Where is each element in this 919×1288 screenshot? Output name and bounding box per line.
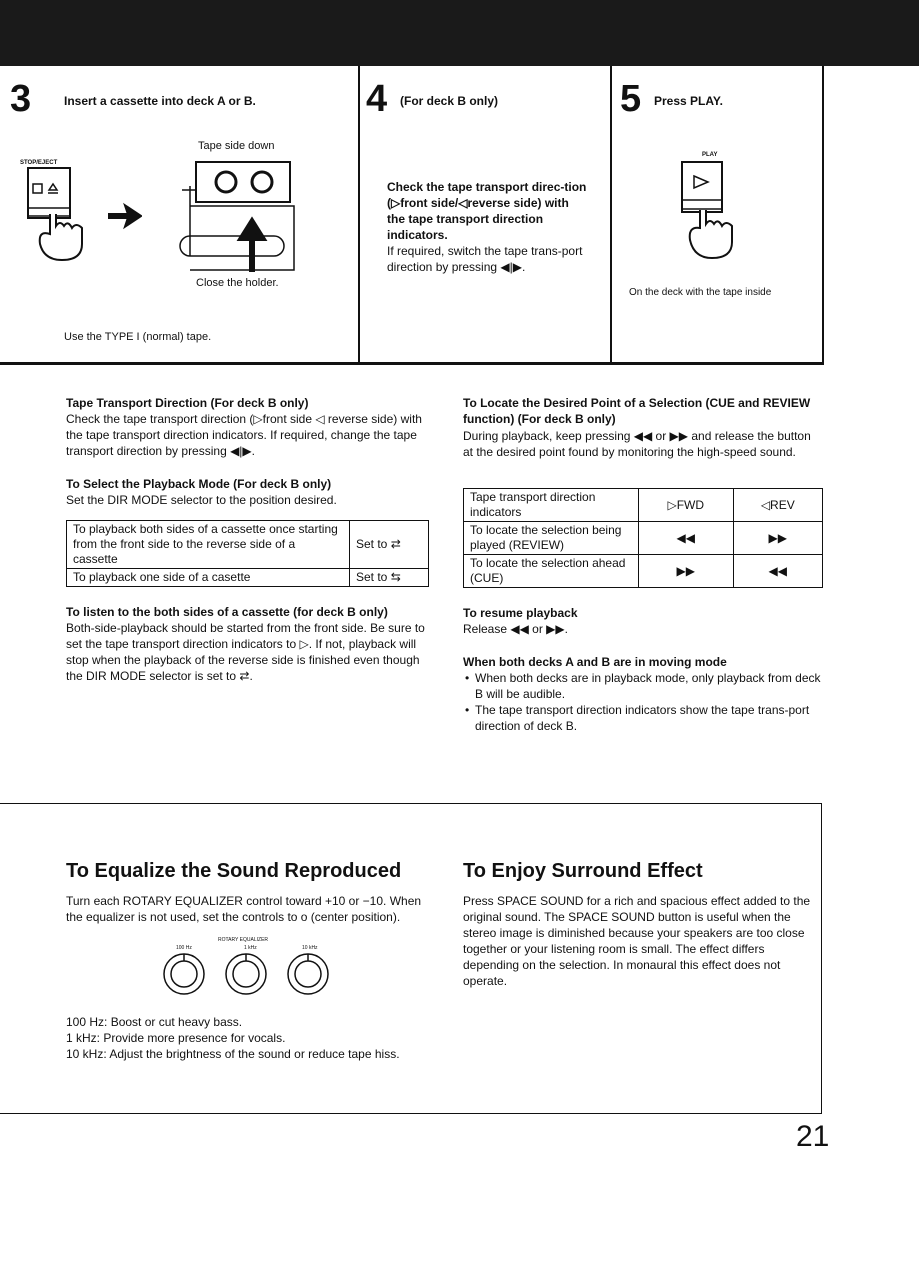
knob-100hz: [164, 954, 204, 994]
table-cell: To locate the selection ahead (CUE): [464, 555, 639, 588]
section-divider-right: [821, 803, 822, 1113]
equalize-heading: To Equalize the Sound Reproduced: [66, 860, 402, 882]
surround-text: Press SPACE SOUND for a rich and spacious effect added to the original sound. The SPACE SOUND button is useful when the stereo image is diminished because your speakers are too close together or your listening room is small. The effect differs depending on the selection. In monaural this effect does not operate.: [463, 894, 811, 988]
both-decks-heading: When both decks A and B are in moving mode: [463, 655, 727, 669]
step-4-number: 4: [366, 78, 388, 120]
step-3-title: Insert a cassette into deck A or B.: [64, 94, 256, 108]
equalizer-note-10khz: 10 kHz: Adjust the brightness of the sound or reduce tape hiss.: [66, 1047, 400, 1061]
knob-1khz: [226, 954, 266, 994]
step-5-caption: On the deck with the tape inside: [629, 287, 772, 298]
table-row: [67, 569, 429, 587]
steps-panel: [0, 66, 824, 365]
step-4-bold-text: Check the tape transport direc-tion (▷front side/◁reverse side) with the tape transport direction indicators.: [387, 180, 587, 242]
table-cell: ◀◀: [733, 555, 822, 588]
mode-text: Set the DIR MODE selector to the position desired.: [66, 493, 337, 507]
top-black-band: [0, 0, 919, 66]
cue-text: During playback, keep pressing ◀◀ or ▶▶ and release the button at the desired point found by monitoring the high-speed sound.: [463, 429, 811, 459]
surround-heading: To Enjoy Surround Effect: [463, 860, 703, 882]
resume-heading: To resume playback: [463, 606, 578, 620]
rotary-equalizer-knobs: [160, 950, 350, 1002]
table-row: [464, 522, 823, 555]
list-item: • When both decks are in playback mode, only playback from deck B will be audible.: [475, 670, 823, 702]
knob-label-100hz: 100 Hz: [176, 945, 192, 951]
knob-label-10khz: 10 kHz: [302, 945, 318, 951]
equalizer-note-1khz: 1 kHz: Provide more presence for vocals.: [66, 1031, 286, 1045]
table-cell: ◀◀: [639, 522, 734, 555]
table-cell: To locate the selection being played (REVIEW): [464, 522, 639, 555]
cassette-holder-illustration: [168, 156, 310, 276]
cue-heading: To Locate the Desired Point of a Selection (CUE and REVIEW function) (For deck B only): [463, 396, 811, 426]
step-5: [612, 66, 822, 362]
resume-text: Release ◀◀ or ▶▶.: [463, 622, 568, 636]
cue-table: [463, 488, 823, 588]
table-row: [67, 521, 429, 569]
table-row: [464, 555, 823, 588]
step-3: [0, 66, 360, 362]
step-5-title: Press PLAY.: [654, 94, 723, 108]
step-4: [360, 66, 612, 362]
tape-side-down-label: Tape side down: [198, 140, 275, 152]
knob-label-1khz: 1 kHz: [244, 945, 257, 951]
step-3-number: 3: [10, 78, 32, 120]
both-decks-list: [463, 670, 823, 734]
table-cell: ▶▶: [733, 522, 822, 555]
step-4-text: If required, switch the tape trans-port direction by pressing ◀|▶.: [387, 244, 583, 274]
knob-title: ROTARY EQUALIZER: [218, 937, 269, 943]
close-holder-label: Close the holder.: [196, 277, 279, 289]
equalizer-note-100hz: 100 Hz: Boost or cut heavy bass.: [66, 1015, 243, 1029]
stop-eject-illustration: [22, 164, 142, 264]
table-cell: To playback both sides of a cassette once starting from the front side to the reverse side of a cassette: [67, 521, 350, 569]
section-divider-top: [0, 803, 822, 804]
section-divider-bottom: [0, 1113, 822, 1114]
page-number: 21: [796, 1120, 830, 1153]
step-5-number: 5: [620, 78, 642, 120]
table-cell: ▶▶: [639, 555, 734, 588]
transport-text: Check the tape transport direction (▷front side ◁ reverse side) with the tape transport direction indicators. If required, change the tape transport direction by pressing ◀|▶.: [66, 412, 422, 458]
knob-10khz: [288, 954, 328, 994]
transport-heading: Tape Transport Direction (For deck B only): [66, 396, 309, 410]
play-button-illustration: [676, 158, 746, 264]
tape-type-note: Use the TYPE I (normal) tape.: [64, 331, 212, 343]
table-header-cell: ◁REV: [733, 489, 822, 522]
equalize-text: Turn each ROTARY EQUALIZER control toward +10 or −10. When the equalizer is not used, set the controls to o (center position).: [66, 894, 422, 924]
mode-heading: To Select the Playback Mode (For deck B only): [66, 477, 332, 491]
stop-eject-label: STOP/EJECT: [20, 160, 58, 166]
play-label: PLAY: [702, 152, 718, 158]
listen-heading: To listen to the both sides of a cassette (for deck B only): [66, 605, 388, 619]
list-item: • The tape transport direction indicators show the tape trans-port direction of deck B.: [475, 702, 823, 734]
step-4-title: (For deck B only): [400, 94, 499, 108]
listen-text: Both-side-playback should be started from the front side. Be sure to set the tape transport direction indicators to ▷. If not, playback will stop when the playback of the reverse side is finished even though the DIR MODE selector is set to ⇄.: [66, 621, 425, 683]
table-cell: Set to ⇄: [350, 521, 429, 569]
table-header-cell: ▷FWD: [639, 489, 734, 522]
table-cell: To playback one side of a casette: [67, 569, 350, 587]
table-row: [464, 489, 823, 522]
table-cell: Set to ⇆: [350, 569, 429, 587]
mode-table: [66, 520, 429, 587]
table-header-cell: Tape transport direction indicators: [464, 489, 639, 522]
